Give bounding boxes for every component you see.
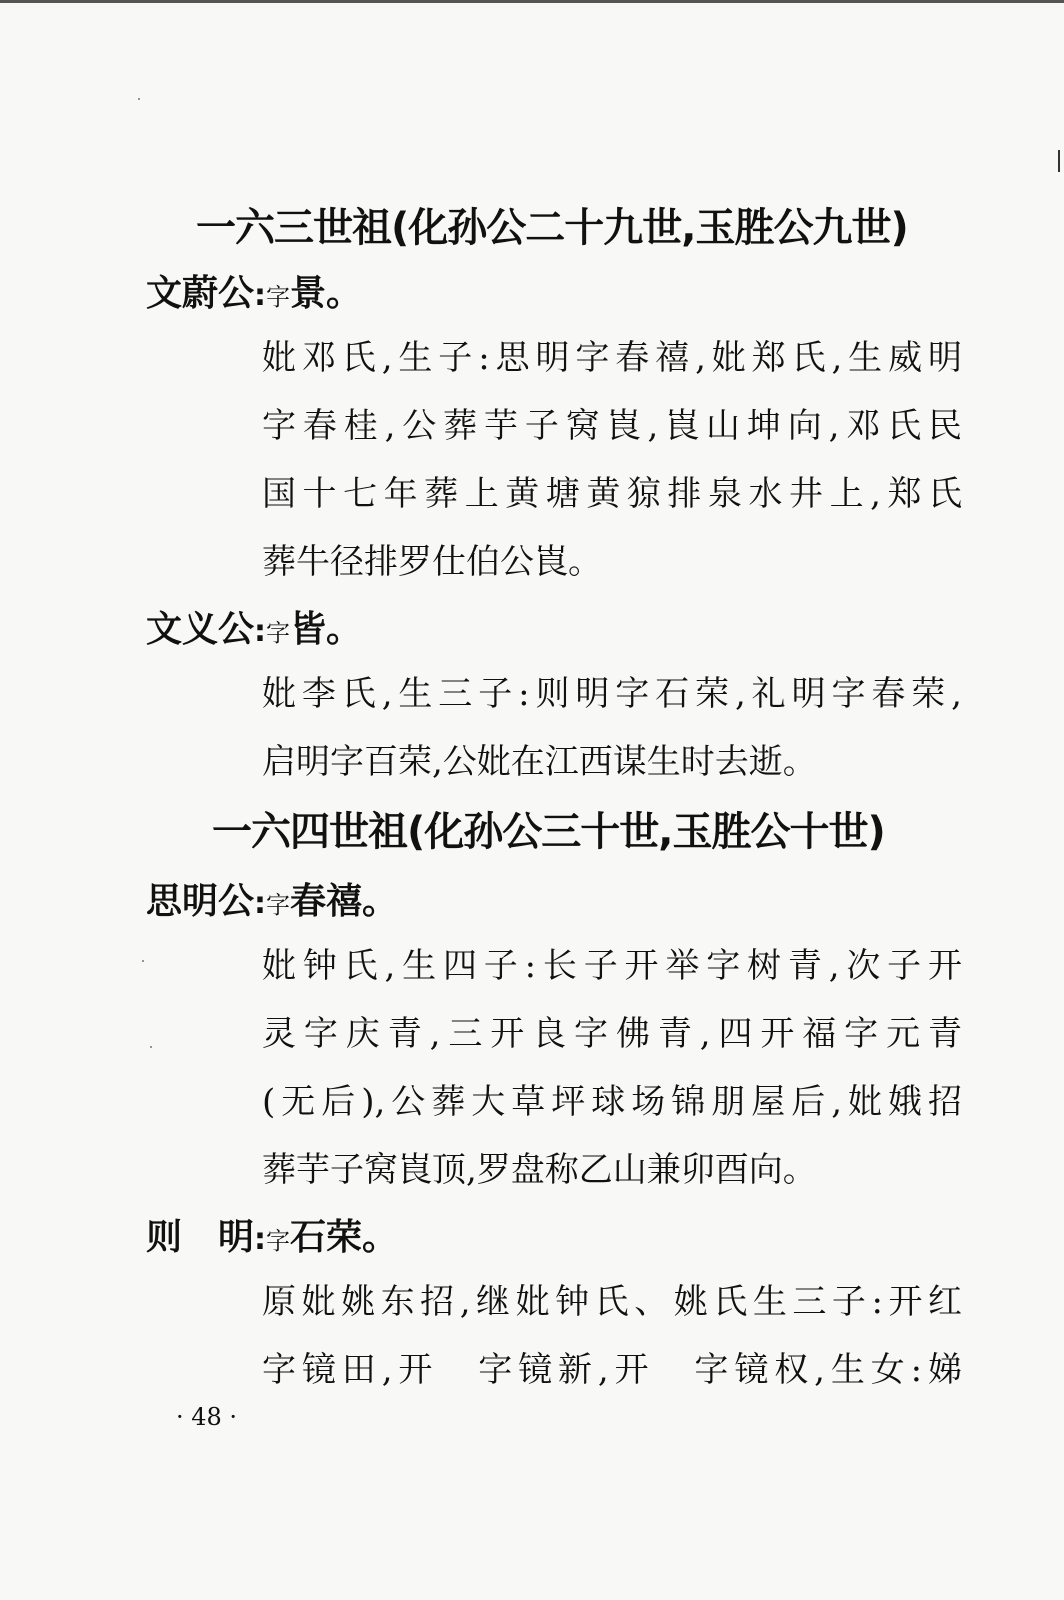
entry-body-line: 妣李氏,生三子:则明字石荣,礼明字春荣, xyxy=(262,674,962,714)
entry-body-line: 妣钟氏,生四子:长子开举字树青,次子开 xyxy=(262,946,962,986)
entry-body-line: 原妣姚东招,继妣钟氏、姚氏生三子:开红 xyxy=(262,1282,962,1322)
entry-separator: : xyxy=(254,278,267,313)
scan-speck xyxy=(150,1046,152,1048)
entry-body-line: 国十七年葬上黄塘黄猄排泉水井上,郑氏 xyxy=(262,474,962,514)
courtesy-name-label: 字 xyxy=(266,619,291,647)
scan-speck xyxy=(142,960,144,962)
courtesy-name-value: 景。 xyxy=(290,273,363,314)
entry-body-line: 灵字庆青,三开良字佛青,四开福字元青 xyxy=(262,1014,962,1054)
courtesy-name-value: 皆。 xyxy=(290,609,363,650)
entry-body-line: 妣邓氏,生子:思明字春禧,妣郑氏,生威明 xyxy=(262,338,962,378)
entry-heading-wenyi xyxy=(146,606,362,660)
entry-name: 思明公 xyxy=(146,881,255,922)
entry-name: 则 明 xyxy=(146,1217,255,1258)
scan-mark xyxy=(1058,150,1060,172)
entry-body-line: 字镜田,开 字镜新,开 字镜权,生女:娣 xyxy=(262,1350,962,1390)
entry-name: 文义公 xyxy=(146,609,255,650)
generation-heading-164: 一六四世祖(化孙公三十世,玉胜公十世) xyxy=(212,809,885,855)
entry-body-line: 葬芋子窝崀顶,罗盘称乙山兼卯酉向。 xyxy=(262,1150,817,1190)
entry-body-line: 葬牛径排罗仕伯公崀。 xyxy=(262,542,602,582)
courtesy-name-value: 石荣。 xyxy=(290,1217,399,1258)
generation-heading-163: 一六三世祖(化孙公二十九世,玉胜公九世) xyxy=(196,205,908,251)
courtesy-name-label: 字 xyxy=(266,891,291,919)
entry-body-line: 字春桂,公葬芋子窝崀,崀山坤向,邓氏民 xyxy=(262,406,962,446)
entry-heading-wenwei xyxy=(146,270,362,324)
entry-separator: : xyxy=(254,1222,267,1257)
entry-separator: : xyxy=(254,886,267,921)
courtesy-name-label: 字 xyxy=(266,283,291,311)
entry-name: 文蔚公 xyxy=(146,273,255,314)
top-edge-rule xyxy=(0,0,1064,3)
courtesy-name-label: 字 xyxy=(266,1227,291,1255)
courtesy-name-value: 春禧。 xyxy=(290,881,399,922)
scan-speck xyxy=(138,98,140,100)
entry-body-line: 启明字百荣,公妣在江西谋生时去逝。 xyxy=(262,742,817,782)
entry-heading-zeming xyxy=(146,1214,398,1268)
entry-separator: : xyxy=(254,614,267,649)
entry-body-line: (无后),公葬大草坪球场锦朋屋后,妣娥招 xyxy=(262,1082,962,1122)
entry-heading-siming xyxy=(146,878,398,932)
page-number: · 48 · xyxy=(176,1403,238,1431)
